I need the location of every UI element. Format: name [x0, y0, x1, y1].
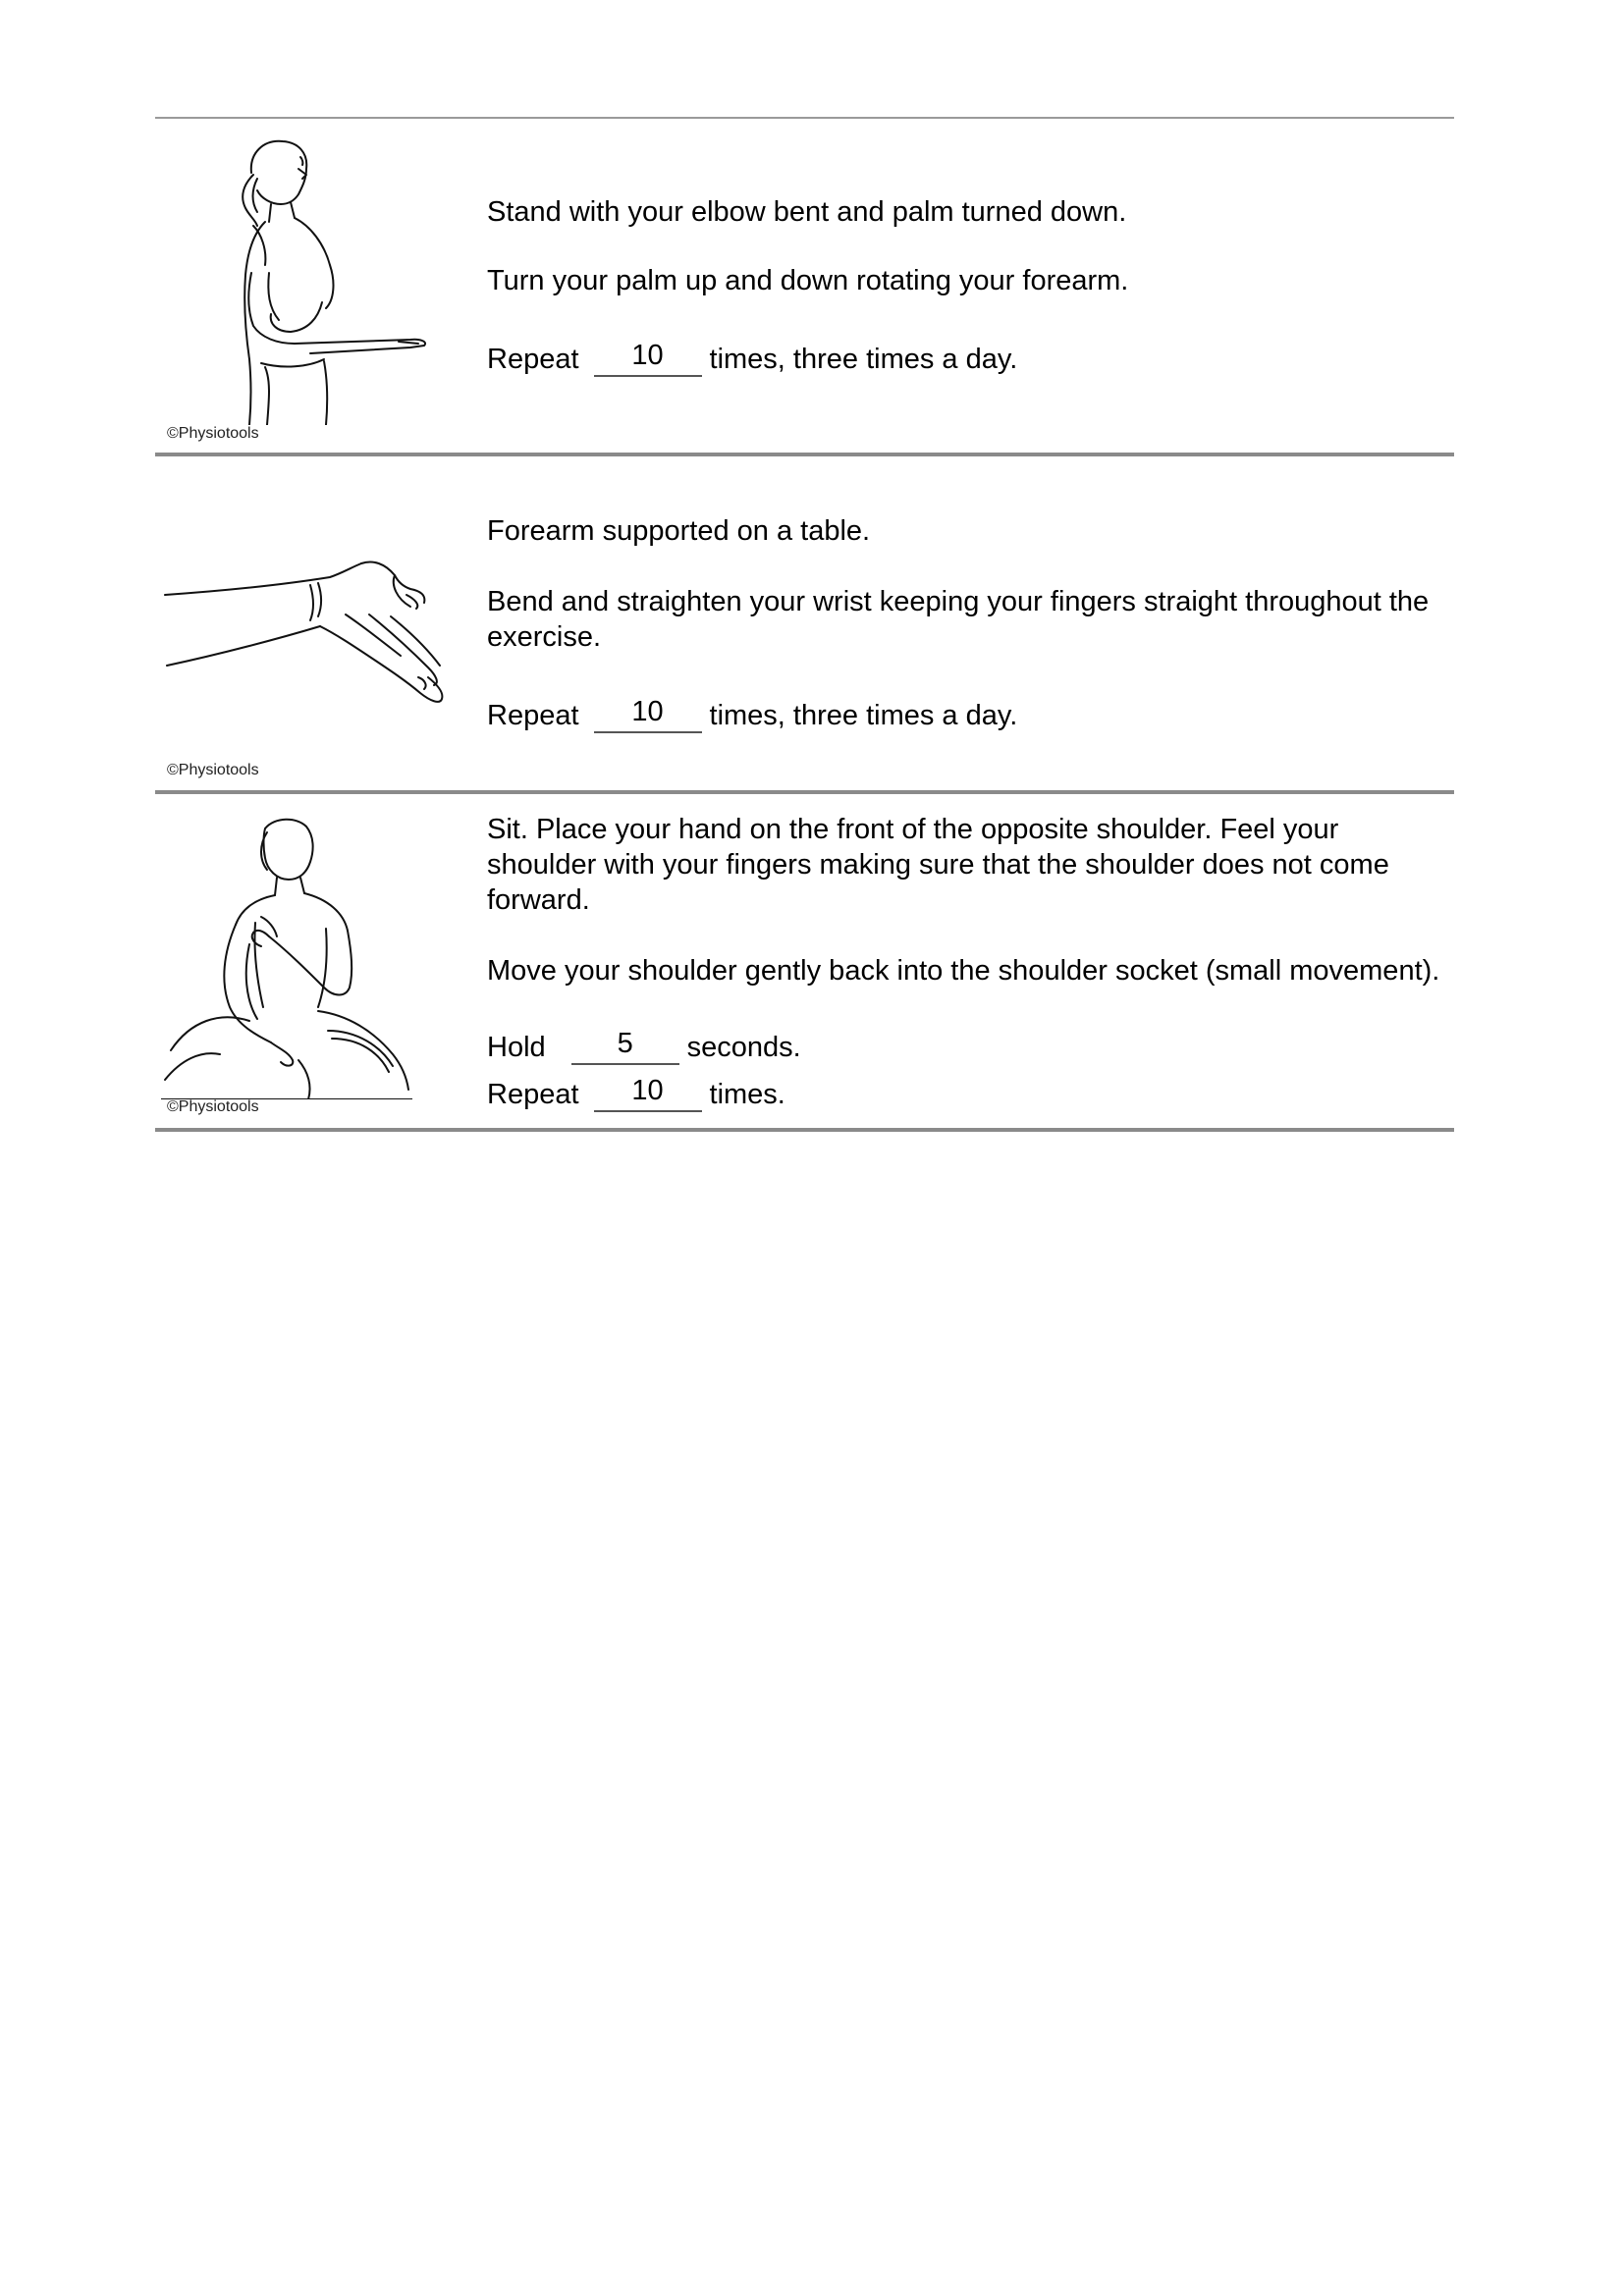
- repeat-suffix: times, three times a day.: [709, 700, 1018, 731]
- exercise-instructions: [487, 513, 1459, 733]
- repeat-label: Repeat: [487, 1079, 579, 1110]
- instruction-text: Sit. Place your hand on the front of the opposite shoulder. Feel your shoulder with your fingers making sure that the shoulder does not come forward.: [487, 814, 1389, 916]
- repeat-suffix: times, three times a day.: [709, 344, 1018, 375]
- seated-shoulder-setting-illustration: [161, 815, 412, 1099]
- wrist-flexion-illustration: [163, 556, 448, 713]
- repeat-line: [487, 694, 1459, 733]
- copyright-notice: ©Physiotools: [167, 762, 259, 778]
- copyright-notice: ©Physiotools: [167, 425, 259, 442]
- repeat-line: [487, 1073, 1459, 1112]
- hold-duration: 5: [571, 1026, 679, 1065]
- instruction-text: Bend and straighten your wrist keeping your fingers straight throughout the exercise.: [487, 586, 1430, 653]
- instruction-text: Turn your palm up and down rotating your forearm.: [487, 265, 1129, 296]
- repeat-count: 10: [594, 1073, 702, 1112]
- instruction-text: Stand with your elbow bent and palm turned down.: [487, 196, 1127, 228]
- repeat-count: 10: [594, 694, 702, 733]
- exercise-divider: [155, 453, 1454, 456]
- repeat-line: [487, 338, 1459, 377]
- instruction-text: Move your shoulder gently back into the shoulder socket (small movement).: [487, 955, 1440, 987]
- hold-suffix: seconds.: [686, 1032, 801, 1063]
- copyright-notice: ©Physiotools: [167, 1098, 259, 1115]
- repeat-count: 10: [594, 338, 702, 377]
- exercise-divider: [155, 1128, 1454, 1132]
- hold-line: [487, 1026, 1459, 1065]
- repeat-suffix: times.: [709, 1079, 785, 1110]
- exercise-divider: [155, 790, 1454, 794]
- instruction-text: Forearm supported on a table.: [487, 515, 871, 547]
- repeat-label: Repeat: [487, 700, 579, 731]
- hold-label: Hold: [487, 1032, 546, 1063]
- standing-forearm-rotation-illustration: [192, 135, 428, 425]
- top-divider: [155, 117, 1454, 119]
- exercise-instructions: [487, 194, 1459, 377]
- exercise-instructions: [487, 812, 1459, 1112]
- repeat-label: Repeat: [487, 344, 579, 375]
